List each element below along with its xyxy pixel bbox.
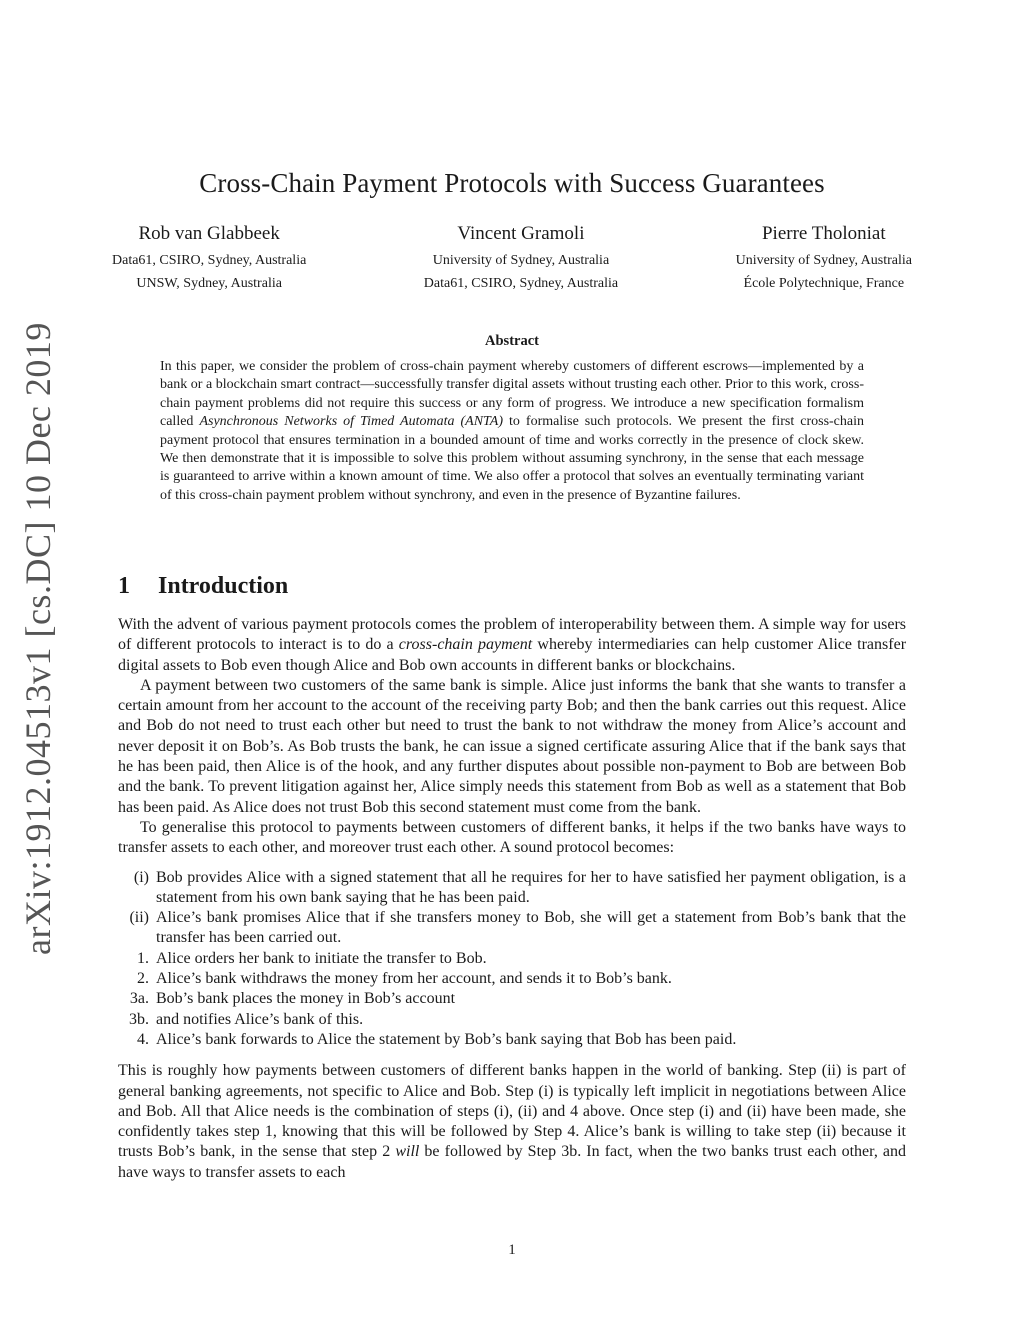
list-item	[118, 949, 906, 969]
author-affiliation: Data61, CSIRO, Sydney, Australia	[423, 276, 619, 291]
author-affiliation: Data61, CSIRO, Sydney, Australia	[112, 253, 307, 268]
list-item	[118, 1010, 906, 1030]
emphasized-term: cross-chain payment	[398, 636, 533, 654]
list-item	[118, 989, 906, 1009]
protocol-steps-list	[118, 868, 906, 1051]
author-3	[736, 222, 912, 295]
step-label: (i)	[133, 868, 149, 886]
abstract-body	[160, 358, 864, 505]
step-label: 4.	[137, 1030, 149, 1048]
list-item	[118, 908, 906, 949]
step-text: Bob’s bank places the money in Bob’s account	[156, 990, 456, 1008]
step-text: Alice’s bank forwards to Alice the statement by Bob’s bank saying that Bob has been paid.	[156, 1030, 737, 1048]
step-label: (ii)	[129, 909, 149, 927]
author-block	[112, 222, 912, 295]
section-number: 1	[118, 573, 130, 599]
paragraph-text: whereby intermediaries can help customer Alice transfer digital assets to Bob even though Alice and Bob own accounts in different banks or blockchains.	[118, 636, 907, 674]
author-affiliation: University of Sydney, Australia	[432, 253, 610, 268]
step-text: Alice orders her bank to initiate the transfer to Bob.	[156, 949, 487, 967]
step-text: Bob provides Alice with a signed statement that all he requires for her to have satisfied her payment obligation, is a statement from his own bank saying that he has been paid.	[156, 868, 906, 906]
abstract-text: to formalise such protocols. We present the first cross-chain payment protocol that ensures termination in a bounded amount of time and works correctly in the presence of clock skew. We then demonstrate that it is impossible to solve this problem without assuming synchrony, in the sense that each message is guaranteed to arrive within a known amount of time. We also offer a protocol that solves an eventually terminating variant of this cross-chain payment problem without synchrony, and even in the presence of Byzantine failures.	[160, 414, 864, 503]
list-item	[118, 1030, 906, 1050]
abstract-term: Asynchronous Networks of Timed Automata (ANTA)	[199, 414, 503, 430]
paragraph: A payment between two customers of the same bank is simple. Alice just informs the bank that she wants to transfer a certain amount from her account to the account of the receiving party Bob; and then the bank carries out this request. Alice and Bob do not need to trust each other but need to trust the bank to not withdraw the money from Alice’s account and never deposit it on Bob’s. As Bob trusts the bank, he can issue a signed certificate assuring Alice that if the bank says that he has been paid, then Alice is of the hook, and any further disputes about possible non-payment to Bob are between Bob and the bank. To prevent litigation against her, Alice simply needs this statement from Bob as well as a statement that Bob has been paid. As Alice does not trust Bob this second statement must come from the bank.	[118, 676, 906, 816]
step-label: 2.	[137, 970, 149, 988]
paragraph	[118, 615, 906, 676]
author-1	[112, 222, 306, 295]
author-affiliation: École Polytechnique, France	[743, 276, 905, 291]
paragraph-text: With the advent of various payment protocols comes the problem of interoperability between them. A simple way for users of different protocols to interact is to do a	[118, 616, 906, 654]
author-name: Pierre Tholoniat	[761, 223, 886, 244]
paper-title: Cross-Chain Payment Protocols with Success Guarantees	[199, 168, 825, 198]
step-text: Alice’s bank promises Alice that if she transfers money to Bob, she will get a statement from Bob’s bank that the transfer has been carried out.	[156, 909, 906, 947]
body-text	[118, 615, 906, 1183]
author-affiliation: UNSW, Sydney, Australia	[136, 276, 282, 291]
paragraph-text: be followed by Step 3b. In fact, when the two banks trust each other, and have ways to transfer assets to each	[118, 1143, 907, 1181]
paragraph: To generalise this protocol to payments between customers of different banks, it helps if the two banks have ways to transfer assets to each other, and moreover trust each other. A sound protocol becomes:	[118, 818, 906, 857]
list-item	[118, 969, 906, 989]
author-name: Rob van Glabbeek	[138, 223, 280, 244]
author-2	[424, 222, 618, 295]
step-label: 1.	[137, 949, 149, 967]
page-number: 1	[508, 1242, 516, 1258]
step-text: Alice’s bank withdraws the money from her account, and sends it to Bob’s bank.	[156, 970, 672, 988]
abstract-heading: Abstract	[485, 333, 539, 349]
author-name: Vincent Gramoli	[457, 223, 585, 244]
abstract-text: In this paper, we consider the problem of cross-chain payment whereby customers of different escrows—implemented by a bank or a blockchain smart contract—successfully transfer digital assets without trusting each other. Prior to this work, cross-chain payment problems did not require this success or any form of progress. We introduce a new specification formalism called	[160, 359, 864, 430]
list-item	[118, 868, 906, 909]
section-heading	[118, 571, 288, 601]
arxiv-identifier-stamp: arXiv:1912.04513v1 [cs.DC] 10 Dec 2019	[18, 322, 58, 955]
emphasized-term: will	[395, 1143, 420, 1161]
paragraph	[118, 1061, 906, 1183]
paragraph-text: This is roughly how payments between customers of different banks happen in the world of banking. Step (ii) is part of general banking agreements, not specific to Alice and Bob. Step (i) is typically left implicit in negotiations between Alice and Bob. All that Alice needs is the combination of steps (i), (ii) and 4 above. Once step (i) and (ii) have been made, she confidently takes step 1, knowing that this will be followed by Step 4. Alice’s bank is willing to take step (ii) because it trusts Bob’s bank, in the sense that step 2	[118, 1062, 906, 1161]
step-label: 3a.	[129, 990, 149, 1008]
section-title: Introduction	[158, 573, 289, 599]
author-affiliation: University of Sydney, Australia	[735, 253, 912, 268]
step-text: and notifies Alice’s bank of this.	[156, 1010, 364, 1028]
step-label: 3b.	[129, 1010, 149, 1028]
